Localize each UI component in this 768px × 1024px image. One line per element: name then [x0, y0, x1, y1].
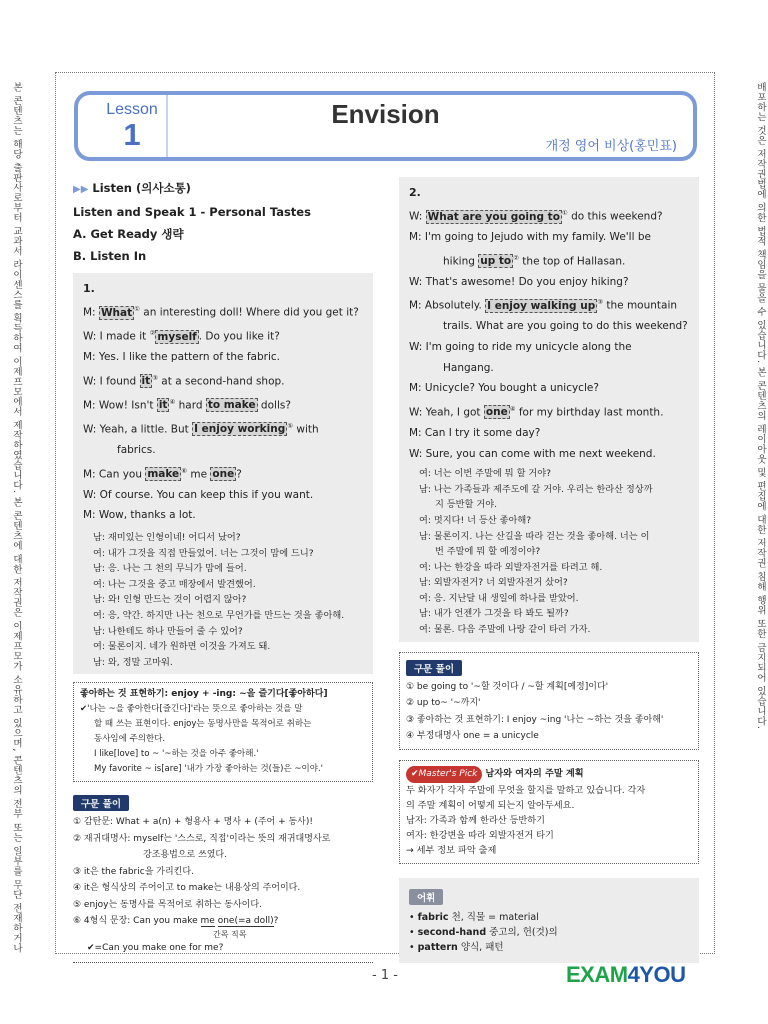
- dialog-text: the top of Hallasan.: [518, 255, 626, 268]
- lesson-label: Lesson: [106, 101, 158, 118]
- dialog-line: [83, 505, 363, 526]
- note-line: I like[love] to ~ '~하는 것을 아주 좋아해.': [94, 749, 259, 760]
- section-title: Listen and Speak 1 - Personal Tastes: [73, 205, 311, 219]
- dialog-line: [409, 203, 689, 227]
- listen-heading: ▶▶ Listen (의사소통): [73, 181, 191, 195]
- translation-line: 여: 나는 한강을 따라 외발자전거를 타려고 해.: [419, 561, 603, 573]
- translation-line: 남: 와! 인형 만드는 것이 어렵지 않아?: [93, 594, 247, 606]
- vocabulary-word: fabric: [417, 911, 449, 923]
- dialog-text: do this weekend?: [567, 210, 663, 223]
- grammar-line: ② 재귀대명사: myself는 '스스로, 직접'이라는 뜻의 재귀대명사로: [73, 833, 331, 844]
- dialog-line: [409, 316, 689, 337]
- dialog-text: M:: [83, 306, 99, 319]
- translation-line: 남: 나한테도 하나 만들어 줄 수 있어?: [93, 625, 243, 637]
- grammar-object-labels: 간목 직목: [213, 929, 247, 939]
- masters-pick-line: → 세부 정보 파악 출제: [406, 844, 497, 856]
- dialog-line: [409, 423, 689, 444]
- grammar-badge: 구문 풀이: [73, 795, 129, 811]
- masters-pick-lines: [406, 783, 692, 858]
- dialog-text: W: Sure, you can come with me next weekend.: [409, 447, 656, 460]
- masters-pick-heading: ✔Master's Pick 남자와 여자의 주말 계획: [406, 766, 692, 783]
- note-marker: ④: [169, 397, 176, 406]
- translation-line: 남: 재미있는 인형이네! 어디서 났어?: [93, 531, 241, 543]
- translation-line: 남: 응. 나는 그 천의 무늬가 맘에 들어.: [93, 563, 247, 575]
- highlighted-phrase: myself: [157, 330, 197, 343]
- dialog-text: trails. What are you going to do this weekend?: [443, 320, 688, 333]
- translation-line: 지 등반할 거야.: [435, 499, 498, 511]
- dialog-text: the mountain: [603, 299, 678, 312]
- grammar-lines: [406, 679, 692, 745]
- bullet-icon: •: [409, 911, 418, 923]
- note-marker: ③: [597, 298, 604, 307]
- dialog-text: M: Wow! Isn't: [83, 399, 157, 412]
- highlighted-phrase: it: [141, 375, 151, 388]
- dialog-line: [409, 248, 689, 272]
- grammar-notes-left: [73, 792, 373, 963]
- dialog-text: Hangang.: [443, 361, 494, 374]
- page-subtitle: 개정 영어 비상(홍민표): [545, 139, 677, 154]
- dialog-text: W: Yeah, I got: [409, 406, 484, 419]
- dialog-text: W:: [409, 210, 426, 223]
- translation-line: 여: 내가 그것을 직접 만들었어. 너는 그것이 맘에 드니?: [93, 547, 314, 559]
- note-lines: [80, 702, 366, 777]
- expression-note: [73, 682, 373, 782]
- vocabulary-word: pattern: [417, 941, 458, 953]
- grammar-lines: [73, 814, 373, 913]
- translation-line: 여: 응, 약간. 하지만 나는 천으로 무언가를 만드는 것을 좋아해.: [93, 609, 345, 621]
- vocabulary-box: [399, 878, 699, 963]
- grammar-line: ③ 좋아하는 것 표현하기: I enjoy ~ing '나는 ~하는 것을 좋아해': [406, 714, 664, 725]
- grammar-line: 강조용법으로 쓰였다.: [143, 850, 227, 861]
- note-marker: ③: [152, 373, 158, 382]
- masters-pick-line: 남자: 가족과 함께 한라산 등반하기: [406, 814, 546, 826]
- masters-pick-line: 두 화자가 각자 주말에 무엇을 할지를 말하고 있습니다. 각자: [406, 784, 646, 796]
- dialog-line: [409, 227, 689, 248]
- highlighted-phrase: I enjoy walking up: [487, 299, 596, 312]
- translation-line: 여: 멋지다! 너 등산 좋아해?: [419, 514, 532, 526]
- dialog-text: with: [293, 423, 319, 436]
- page-number: - 1 -: [372, 968, 398, 983]
- bullet-icon: •: [409, 941, 418, 953]
- divider: [73, 962, 373, 963]
- dialog-line: [409, 399, 689, 423]
- note-title: 좋아하는 것 표현하기: enjoy + -ing: ~을 즐기다[좋아하다]: [80, 689, 328, 700]
- korean-translation: [409, 466, 689, 638]
- highlighted-phrase: one: [485, 406, 508, 419]
- dialog-text: W: I found: [83, 375, 140, 388]
- grammar-line: ① be going to '~할 것이다 / ~할 계획[예정]이다': [406, 681, 609, 692]
- grammar-line: ② up to~ '~까지': [406, 698, 481, 709]
- copyright-notice-right: 배포하는 것은 저작권법에 의한 법적 책임을 물을 수 있습니다. 본 콘텐츠의 레이아웃 및 편집에 대한 저작권 침해 행위 또한 금지되어 있습니다.: [755, 82, 766, 730]
- grammar-badge: 구문 풀이: [406, 660, 462, 676]
- dialog-text: at a second-hand shop.: [157, 375, 285, 388]
- vocabulary-meaning: 양식, 패턴: [457, 941, 504, 953]
- grammar-line-6: ⑥ 4형식 문장: Can you make me one(=a doll)?: [73, 916, 279, 927]
- dialog-text: dolls?: [257, 399, 291, 412]
- lesson-header: [74, 91, 697, 161]
- dialog-text: M: Can I try it some day?: [409, 426, 541, 439]
- listen-in-heading: B. Listen In: [73, 249, 147, 263]
- dialog-text: W: Yeah, a little. But: [83, 423, 193, 436]
- dialog-box-2: [399, 177, 699, 642]
- dialog-text: M: Wow, thanks a lot.: [83, 509, 196, 522]
- vocabulary-meaning: 중고의, 헌(것)의: [486, 926, 558, 938]
- translation-line: 남: 물론이지. 나는 산길을 따라 걷는 것을 좋아해. 너는 이: [419, 530, 650, 542]
- dialog-line: [83, 461, 363, 485]
- grammar-line: ④ it은 형식상의 주어이고 to make는 내용상의 주어이다.: [73, 883, 301, 894]
- double-arrow-icon: ▶▶: [73, 184, 89, 195]
- masters-pick-line: 의 주말 계획이 어떻게 되는지 알아두세요.: [406, 799, 575, 811]
- note-line: My favorite ~ is[are] '내가 가장 좋아하는 것(들)은 ~이야.': [94, 764, 323, 775]
- dialog-text: hiking: [443, 255, 479, 268]
- note-marker: ④: [509, 404, 516, 413]
- dialog-line: [409, 272, 689, 293]
- dialog-number: 2.: [409, 186, 421, 199]
- dialog-text: for my birthday last month.: [515, 406, 664, 419]
- note-marker: ②: [149, 329, 156, 338]
- exam4you-logo: EXAM4YOU: [566, 962, 686, 987]
- grammar-notes-right: [399, 652, 699, 750]
- get-ready-heading: A. Get Ready 생략: [73, 227, 184, 241]
- bullet-icon: •: [409, 926, 418, 938]
- highlighted-phrase: up to: [480, 255, 512, 268]
- dialog-lines: [409, 203, 689, 464]
- masters-pick-badge: ✔Master's Pick: [406, 766, 482, 783]
- dialog-line: [409, 358, 689, 379]
- dialog-line: [83, 416, 363, 440]
- copyright-notice-left: 본 콘텐츠는 해당 출판사로부터 교과서 라이센스를 획득하여 이제프모에서 제작하였습니다. 본 콘텐츠에 대한 저작권은 이제프모가 소유하고 있으며, 콘텐츠의 전부 또는 일부를 무단 전재하거나: [11, 82, 22, 953]
- dialog-line: [409, 378, 689, 399]
- translation-line: 여: 물론이지. 네가 원하면 이것을 가져도 돼.: [93, 641, 271, 653]
- dialog-text: hard: [175, 399, 206, 412]
- translation-line: 여: 너는 이번 주말에 뭐 할 거야?: [419, 468, 551, 480]
- note-line: 할 때 쓰는 표현이다. enjoy는 동명사만을 목적어로 취하는: [94, 719, 312, 730]
- note-line: ✔'나는 ~을 좋아한다[즐긴다]'라는 뜻으로 좋아하는 것을 말: [80, 704, 303, 715]
- dialog-text: fabrics.: [117, 444, 156, 457]
- dialog-text: M: Unicycle? You bought a unicycle?: [409, 382, 599, 395]
- vocabulary-item: [409, 910, 689, 925]
- vocabulary-item: [409, 940, 689, 955]
- vocabulary-list: [409, 910, 689, 955]
- highlighted-phrase: make: [147, 468, 180, 481]
- highlighted-phrase: one: [212, 468, 235, 481]
- dialog-text: . Do you like it?: [198, 330, 280, 343]
- highlighted-phrase: it: [158, 399, 168, 412]
- grammar-line: ③ it은 the fabric을 가리킨다.: [73, 866, 194, 877]
- translation-line: 여: 물론. 다음 주말에 나랑 같이 타러 가자.: [419, 624, 591, 636]
- note-marker: ⑤: [287, 421, 294, 430]
- dialog-text: W: Of course. You can keep this if you want.: [83, 488, 314, 501]
- highlighted-phrase: What are you going to: [427, 210, 560, 223]
- translation-line: 남: 외발자전거? 너 외발자전거 샀어?: [419, 577, 568, 589]
- dialog-text: me: [187, 468, 211, 481]
- vocabulary-word: second-hand: [417, 926, 487, 938]
- dialog-text: W: I'm going to ride my unicycle along the: [409, 341, 632, 354]
- grammar-alt-sentence: ✔=Can you make one for me?: [87, 942, 224, 953]
- right-column: [399, 177, 699, 963]
- translation-line: 남: 나는 가족들과 제주도에 갈 거야. 우리는 한라산 정상까: [419, 483, 653, 495]
- dialog-number: 1.: [83, 282, 95, 295]
- dialog-line: [83, 392, 363, 416]
- note-line: 동사임에 주의한다.: [94, 734, 166, 745]
- note-marker: ①: [134, 305, 140, 313]
- dialog-line: [83, 323, 363, 347]
- vocabulary-meaning: 천, 직물 = material: [448, 911, 539, 923]
- translation-line: 여: 나는 그것을 중고 매장에서 발견했어.: [93, 578, 256, 590]
- dialog-text: W: I made it: [83, 330, 150, 343]
- vocabulary-item: [409, 925, 689, 940]
- note-marker: ①: [561, 209, 568, 217]
- dialog-line: [83, 440, 363, 461]
- translation-line: 여: 응. 지난달 내 생일에 하나를 받았어.: [419, 592, 579, 604]
- dialog-text: ?: [236, 468, 242, 481]
- dialog-lines: [83, 299, 363, 526]
- note-marker: ⑥: [181, 466, 188, 475]
- dialog-line: [83, 299, 363, 323]
- note-marker: ②: [513, 253, 519, 262]
- grammar-line: ⑤ enjoy는 동명사를 목적어로 취하는 동사이다.: [73, 899, 262, 910]
- vocabulary-badge: 어휘: [409, 889, 443, 905]
- left-column: [73, 177, 373, 963]
- page-title: Envision: [331, 99, 440, 129]
- dialog-box-1: [73, 273, 373, 674]
- dialog-text: M: Yes. I like the pattern of the fabric.: [83, 351, 280, 364]
- dialog-line: [83, 347, 363, 368]
- dialog-text: W: That's awesome! Do you enjoy hiking?: [409, 275, 629, 288]
- masters-pick-box: [399, 760, 699, 864]
- grammar-line: ① 감탄문: What + a(n) + 형용사 + 명사 + (주어 + 동사)!: [73, 817, 313, 828]
- dialog-text: an interesting doll! Where did you get it?: [139, 306, 359, 319]
- korean-translation: [83, 530, 363, 670]
- highlighted-phrase: to make: [207, 399, 256, 412]
- dialog-text: M: Can you: [83, 468, 146, 481]
- dialog-text: M: I'm going to Jejudo with my family. We'll be: [409, 231, 651, 244]
- highlighted-phrase: What: [100, 306, 133, 319]
- masters-pick-line: 여자: 한강변을 따라 외발자전거 타기: [406, 829, 554, 841]
- dialog-line: [409, 292, 689, 316]
- grammar-line: ④ 부정대명사 one = a unicycle: [406, 731, 539, 742]
- dialog-line: [409, 337, 689, 358]
- translation-line: 번 주말에 뭐 할 예정이야?: [435, 546, 541, 558]
- translation-line: 남: 내가 언젠가 그것을 타 봐도 될까?: [419, 608, 569, 620]
- lesson-number: 1: [123, 117, 141, 152]
- dialog-line: [409, 444, 689, 465]
- highlighted-phrase: I enjoy working: [194, 423, 286, 436]
- dialog-line: [83, 485, 363, 506]
- dialog-line: [83, 368, 363, 392]
- dialog-text: M: Absolutely.: [409, 299, 486, 312]
- translation-line: 남: 와, 정말 고마워.: [93, 656, 173, 668]
